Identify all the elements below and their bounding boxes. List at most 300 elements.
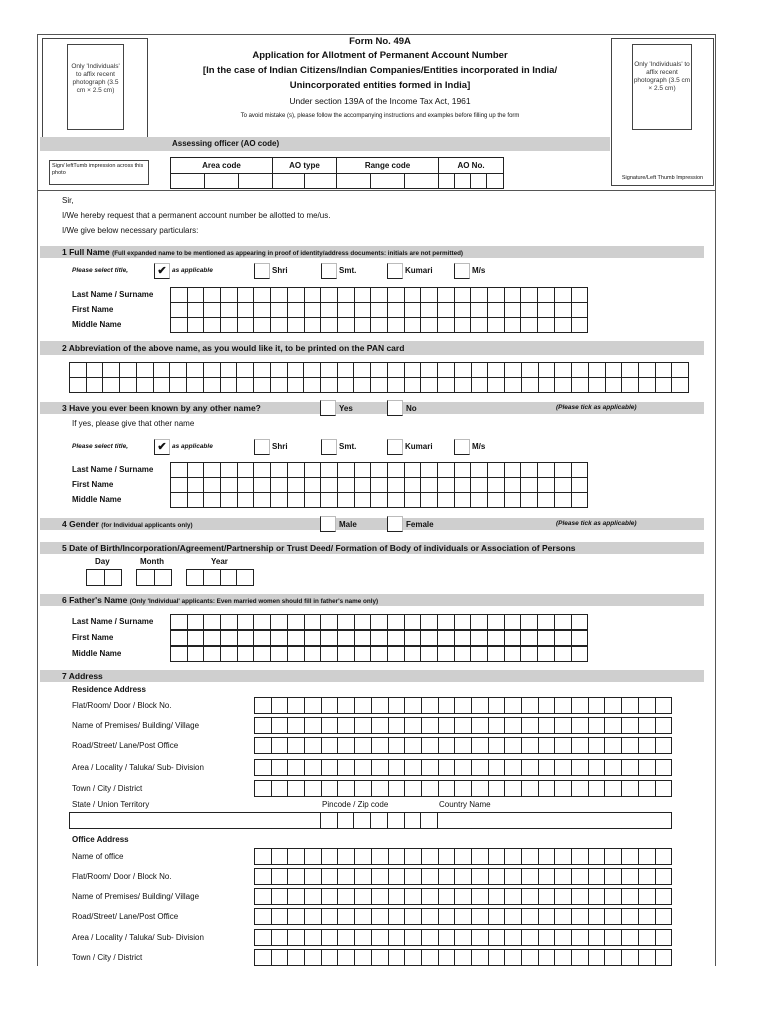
char-cell[interactable]	[589, 781, 606, 796]
char-cell[interactable]	[305, 463, 322, 477]
char-cell[interactable]	[555, 930, 572, 945]
char-cell[interactable]	[605, 781, 622, 796]
char-cell[interactable]	[321, 647, 338, 661]
char-cell[interactable]	[238, 463, 255, 477]
char-cell[interactable]	[371, 363, 388, 377]
char-cell[interactable]	[288, 930, 305, 945]
char-cell[interactable]	[521, 288, 538, 302]
char-cell[interactable]	[204, 463, 221, 477]
char-cell[interactable]	[338, 909, 355, 924]
char-cell[interactable]	[439, 718, 456, 733]
char-cell[interactable]	[389, 718, 406, 733]
char-cell[interactable]	[455, 849, 472, 864]
char-cell[interactable]	[421, 463, 438, 477]
char-cell[interactable]	[572, 849, 589, 864]
char-cell[interactable]	[304, 363, 321, 377]
char-cell[interactable]	[505, 363, 522, 377]
char-cell[interactable]	[589, 950, 606, 965]
char-cell[interactable]	[221, 318, 238, 332]
char-cell[interactable]	[372, 849, 389, 864]
char-cell[interactable]	[572, 463, 588, 477]
char-cell[interactable]	[171, 303, 188, 317]
char-cell[interactable]	[171, 631, 188, 645]
char-cell[interactable]	[221, 570, 238, 585]
char-cell[interactable]	[405, 698, 422, 713]
char-cell[interactable]	[187, 363, 204, 377]
char-cell[interactable]	[488, 378, 505, 392]
dob-month-field[interactable]	[136, 569, 172, 586]
char-cell[interactable]	[338, 478, 355, 492]
other-title-ms-checkbox[interactable]	[454, 439, 470, 455]
res-premises-field[interactable]	[254, 717, 672, 734]
other-title-shri-checkbox[interactable]	[254, 439, 270, 455]
char-cell[interactable]	[572, 647, 588, 661]
char-cell[interactable]	[439, 781, 456, 796]
char-cell[interactable]	[254, 363, 271, 377]
father-last-field[interactable]	[170, 614, 588, 630]
char-cell[interactable]	[271, 378, 288, 392]
char-cell[interactable]	[639, 363, 656, 377]
char-cell[interactable]	[572, 378, 589, 392]
char-cell[interactable]	[405, 781, 422, 796]
char-cell[interactable]	[489, 781, 506, 796]
char-cell[interactable]	[488, 303, 505, 317]
char-cell[interactable]	[338, 318, 355, 332]
res-flat-field[interactable]	[254, 697, 672, 714]
char-cell[interactable]	[254, 378, 271, 392]
title-smt-checkbox[interactable]	[321, 263, 337, 279]
char-cell[interactable]	[555, 950, 572, 965]
char-cell[interactable]	[505, 930, 522, 945]
char-cell[interactable]	[572, 478, 588, 492]
char-cell[interactable]	[572, 909, 589, 924]
char-cell[interactable]	[589, 760, 606, 775]
char-cell[interactable]	[288, 909, 305, 924]
char-cell[interactable]	[539, 869, 556, 884]
char-cell[interactable]	[171, 615, 188, 629]
char-cell[interactable]	[539, 363, 556, 377]
char-cell[interactable]	[354, 378, 371, 392]
char-cell[interactable]	[455, 889, 472, 904]
char-cell[interactable]	[489, 760, 506, 775]
res-pincode-field[interactable]	[320, 812, 438, 829]
char-cell[interactable]	[589, 363, 606, 377]
char-cell[interactable]	[572, 869, 589, 884]
char-cell[interactable]	[656, 849, 672, 864]
char-cell[interactable]	[221, 615, 238, 629]
char-cell[interactable]	[656, 698, 672, 713]
char-cell[interactable]	[471, 288, 488, 302]
char-cell[interactable]	[371, 647, 388, 661]
char-cell[interactable]	[572, 889, 589, 904]
char-cell[interactable]	[421, 318, 438, 332]
char-cell[interactable]	[87, 378, 104, 392]
char-cell[interactable]	[354, 363, 371, 377]
full-name-first-field[interactable]	[170, 302, 588, 318]
char-cell[interactable]	[338, 303, 355, 317]
char-cell[interactable]	[555, 869, 572, 884]
char-cell[interactable]	[305, 478, 322, 492]
char-cell[interactable]	[371, 463, 388, 477]
char-cell[interactable]	[572, 615, 588, 629]
char-cell[interactable]	[255, 760, 272, 775]
char-cell[interactable]	[237, 363, 254, 377]
char-cell[interactable]	[338, 738, 355, 753]
char-cell[interactable]	[555, 288, 572, 302]
char-cell[interactable]	[221, 378, 238, 392]
char-cell[interactable]	[472, 849, 489, 864]
char-cell[interactable]	[489, 849, 506, 864]
char-cell[interactable]	[272, 889, 289, 904]
char-cell[interactable]	[656, 869, 672, 884]
char-cell[interactable]	[606, 363, 623, 377]
char-cell[interactable]	[103, 363, 120, 377]
char-cell[interactable]	[254, 493, 271, 507]
char-cell[interactable]	[639, 378, 656, 392]
char-cell[interactable]	[204, 570, 221, 585]
char-cell[interactable]	[254, 631, 271, 645]
char-cell[interactable]	[389, 698, 406, 713]
char-cell[interactable]	[555, 615, 572, 629]
res-town-field[interactable]	[254, 780, 672, 797]
char-cell[interactable]	[572, 738, 589, 753]
char-cell[interactable]	[188, 288, 205, 302]
char-cell[interactable]	[555, 698, 572, 713]
char-cell[interactable]	[372, 698, 389, 713]
char-cell[interactable]	[272, 698, 289, 713]
char-cell[interactable]	[505, 909, 522, 924]
char-cell[interactable]	[472, 930, 489, 945]
char-cell[interactable]	[405, 950, 422, 965]
char-cell[interactable]	[505, 318, 522, 332]
char-cell[interactable]	[505, 631, 522, 645]
char-cell[interactable]	[372, 909, 389, 924]
char-cell[interactable]	[238, 631, 255, 645]
res-area-field[interactable]	[254, 759, 672, 776]
char-cell[interactable]	[255, 869, 272, 884]
char-cell[interactable]	[589, 889, 606, 904]
char-cell[interactable]	[87, 570, 105, 585]
char-cell[interactable]	[188, 318, 205, 332]
char-cell[interactable]	[322, 781, 339, 796]
char-cell[interactable]	[372, 718, 389, 733]
char-cell[interactable]	[321, 378, 338, 392]
char-cell[interactable]	[521, 493, 538, 507]
char-cell[interactable]	[622, 781, 639, 796]
char-cell[interactable]	[338, 463, 355, 477]
char-cell[interactable]	[656, 909, 672, 924]
char-cell[interactable]	[421, 363, 438, 377]
char-cell[interactable]	[288, 631, 305, 645]
char-cell[interactable]	[471, 303, 488, 317]
ao-cell[interactable]	[337, 174, 371, 189]
char-cell[interactable]	[255, 930, 272, 945]
char-cell[interactable]	[639, 738, 656, 753]
char-cell[interactable]	[171, 478, 188, 492]
char-cell[interactable]	[622, 889, 639, 904]
char-cell[interactable]	[438, 288, 455, 302]
char-cell[interactable]	[288, 718, 305, 733]
char-cell[interactable]	[272, 950, 289, 965]
char-cell[interactable]	[605, 950, 622, 965]
char-cell[interactable]	[271, 463, 288, 477]
char-cell[interactable]	[255, 718, 272, 733]
char-cell[interactable]	[170, 378, 187, 392]
char-cell[interactable]	[472, 781, 489, 796]
char-cell[interactable]	[272, 760, 289, 775]
char-cell[interactable]	[472, 718, 489, 733]
char-cell[interactable]	[639, 869, 656, 884]
char-cell[interactable]	[221, 647, 238, 661]
char-cell[interactable]	[338, 378, 355, 392]
char-cell[interactable]	[305, 303, 322, 317]
char-cell[interactable]	[539, 930, 556, 945]
char-cell[interactable]	[505, 950, 522, 965]
char-cell[interactable]	[438, 303, 455, 317]
char-cell[interactable]	[272, 738, 289, 753]
ao-cell[interactable]	[471, 174, 487, 189]
char-cell[interactable]	[622, 909, 639, 924]
char-cell[interactable]	[338, 950, 355, 965]
char-cell[interactable]	[471, 463, 488, 477]
char-cell[interactable]	[288, 781, 305, 796]
char-cell[interactable]	[388, 363, 405, 377]
char-cell[interactable]	[305, 738, 322, 753]
char-cell[interactable]	[288, 378, 305, 392]
char-cell[interactable]	[622, 760, 639, 775]
char-cell[interactable]	[472, 378, 489, 392]
char-cell[interactable]	[70, 363, 87, 377]
char-cell[interactable]	[322, 849, 339, 864]
char-cell[interactable]	[355, 318, 372, 332]
char-cell[interactable]	[421, 647, 438, 661]
char-cell[interactable]	[321, 493, 338, 507]
char-cell[interactable]	[555, 378, 572, 392]
char-cell[interactable]	[255, 698, 272, 713]
ao-cell[interactable]	[239, 174, 273, 189]
char-cell[interactable]	[455, 303, 472, 317]
other-title-kumari-checkbox[interactable]	[387, 439, 403, 455]
char-cell[interactable]	[471, 647, 488, 661]
char-cell[interactable]	[555, 909, 572, 924]
char-cell[interactable]	[455, 718, 472, 733]
char-cell[interactable]	[422, 930, 439, 945]
char-cell[interactable]	[656, 378, 673, 392]
char-cell[interactable]	[522, 378, 539, 392]
char-cell[interactable]	[672, 378, 688, 392]
pan-card-name-field-2[interactable]	[69, 377, 689, 393]
other-name-no-checkbox[interactable]	[387, 400, 403, 416]
char-cell[interactable]	[421, 478, 438, 492]
char-cell[interactable]	[555, 363, 572, 377]
char-cell[interactable]	[455, 288, 472, 302]
char-cell[interactable]	[472, 950, 489, 965]
char-cell[interactable]	[572, 950, 589, 965]
char-cell[interactable]	[322, 889, 339, 904]
char-cell[interactable]	[639, 889, 656, 904]
char-cell[interactable]	[489, 869, 506, 884]
char-cell[interactable]	[288, 698, 305, 713]
char-cell[interactable]	[288, 303, 305, 317]
char-cell[interactable]	[488, 615, 505, 629]
char-cell[interactable]	[521, 303, 538, 317]
char-cell[interactable]	[389, 738, 406, 753]
char-cell[interactable]	[405, 493, 422, 507]
char-cell[interactable]	[405, 909, 422, 924]
char-cell[interactable]	[538, 318, 555, 332]
char-cell[interactable]	[371, 478, 388, 492]
char-cell[interactable]	[405, 760, 422, 775]
char-cell[interactable]	[388, 631, 405, 645]
char-cell[interactable]	[421, 812, 437, 829]
char-cell[interactable]	[221, 631, 238, 645]
char-cell[interactable]	[255, 781, 272, 796]
char-cell[interactable]	[188, 493, 205, 507]
ao-cell[interactable]	[405, 174, 439, 189]
char-cell[interactable]	[321, 478, 338, 492]
char-cell[interactable]	[355, 647, 372, 661]
char-cell[interactable]	[438, 318, 455, 332]
char-cell[interactable]	[455, 950, 472, 965]
ao-cell[interactable]	[305, 174, 337, 189]
char-cell[interactable]	[272, 909, 289, 924]
char-cell[interactable]	[388, 463, 405, 477]
ao-cell[interactable]	[273, 174, 305, 189]
other-name-middle-field[interactable]	[170, 492, 588, 508]
char-cell[interactable]	[622, 869, 639, 884]
char-cell[interactable]	[488, 478, 505, 492]
char-cell[interactable]	[488, 363, 505, 377]
char-cell[interactable]	[455, 363, 472, 377]
char-cell[interactable]	[656, 363, 673, 377]
ao-cell[interactable]	[205, 174, 239, 189]
char-cell[interactable]	[622, 738, 639, 753]
char-cell[interactable]	[489, 738, 506, 753]
char-cell[interactable]	[105, 570, 122, 585]
char-cell[interactable]	[171, 463, 188, 477]
char-cell[interactable]	[271, 631, 288, 645]
char-cell[interactable]	[472, 869, 489, 884]
char-cell[interactable]	[439, 760, 456, 775]
char-cell[interactable]	[389, 889, 406, 904]
char-cell[interactable]	[589, 869, 606, 884]
char-cell[interactable]	[371, 493, 388, 507]
char-cell[interactable]	[521, 615, 538, 629]
char-cell[interactable]	[572, 363, 589, 377]
char-cell[interactable]	[405, 889, 422, 904]
char-cell[interactable]	[572, 288, 588, 302]
char-cell[interactable]	[288, 288, 305, 302]
char-cell[interactable]	[522, 909, 539, 924]
char-cell[interactable]	[489, 889, 506, 904]
char-cell[interactable]	[272, 718, 289, 733]
char-cell[interactable]	[539, 760, 556, 775]
char-cell[interactable]	[188, 303, 205, 317]
char-cell[interactable]	[355, 760, 372, 775]
char-cell[interactable]	[204, 378, 221, 392]
char-cell[interactable]	[355, 303, 372, 317]
full-name-last-field[interactable]	[170, 287, 588, 303]
char-cell[interactable]	[472, 738, 489, 753]
char-cell[interactable]	[321, 615, 338, 629]
char-cell[interactable]	[422, 738, 439, 753]
char-cell[interactable]	[656, 950, 672, 965]
char-cell[interactable]	[322, 760, 339, 775]
char-cell[interactable]	[371, 615, 388, 629]
char-cell[interactable]	[572, 303, 588, 317]
char-cell[interactable]	[656, 738, 672, 753]
char-cell[interactable]	[322, 930, 339, 945]
char-cell[interactable]	[455, 631, 472, 645]
char-cell[interactable]	[204, 303, 221, 317]
pan-card-name-field-1[interactable]	[69, 362, 689, 378]
char-cell[interactable]	[656, 781, 672, 796]
char-cell[interactable]	[421, 378, 438, 392]
char-cell[interactable]	[372, 738, 389, 753]
char-cell[interactable]	[371, 288, 388, 302]
char-cell[interactable]	[254, 463, 271, 477]
char-cell[interactable]	[405, 812, 422, 829]
char-cell[interactable]	[472, 889, 489, 904]
char-cell[interactable]	[271, 615, 288, 629]
char-cell[interactable]	[555, 738, 572, 753]
char-cell[interactable]	[221, 303, 238, 317]
char-cell[interactable]	[405, 288, 422, 302]
char-cell[interactable]	[389, 849, 406, 864]
char-cell[interactable]	[622, 378, 639, 392]
char-cell[interactable]	[538, 288, 555, 302]
char-cell[interactable]	[171, 318, 188, 332]
char-cell[interactable]	[455, 493, 472, 507]
char-cell[interactable]	[605, 738, 622, 753]
char-cell[interactable]	[522, 869, 539, 884]
char-cell[interactable]	[439, 950, 456, 965]
char-cell[interactable]	[439, 869, 456, 884]
char-cell[interactable]	[70, 378, 87, 392]
char-cell[interactable]	[422, 889, 439, 904]
dob-year-field[interactable]	[186, 569, 254, 586]
char-cell[interactable]	[338, 869, 355, 884]
char-cell[interactable]	[472, 909, 489, 924]
char-cell[interactable]	[538, 463, 555, 477]
ao-cell[interactable]	[439, 174, 455, 189]
char-cell[interactable]	[321, 463, 338, 477]
char-cell[interactable]	[489, 950, 506, 965]
char-cell[interactable]	[305, 647, 322, 661]
char-cell[interactable]	[522, 930, 539, 945]
char-cell[interactable]	[488, 647, 505, 661]
char-cell[interactable]	[271, 303, 288, 317]
res-road-field[interactable]	[254, 737, 672, 754]
char-cell[interactable]	[555, 718, 572, 733]
char-cell[interactable]	[338, 760, 355, 775]
char-cell[interactable]	[522, 363, 539, 377]
char-cell[interactable]	[288, 760, 305, 775]
char-cell[interactable]	[422, 760, 439, 775]
char-cell[interactable]	[538, 493, 555, 507]
char-cell[interactable]	[103, 378, 120, 392]
char-cell[interactable]	[355, 781, 372, 796]
char-cell[interactable]	[322, 869, 339, 884]
char-cell[interactable]	[438, 378, 455, 392]
char-cell[interactable]	[438, 463, 455, 477]
char-cell[interactable]	[237, 570, 253, 585]
char-cell[interactable]	[589, 909, 606, 924]
char-cell[interactable]	[238, 318, 255, 332]
char-cell[interactable]	[622, 698, 639, 713]
char-cell[interactable]	[321, 363, 338, 377]
char-cell[interactable]	[672, 363, 688, 377]
